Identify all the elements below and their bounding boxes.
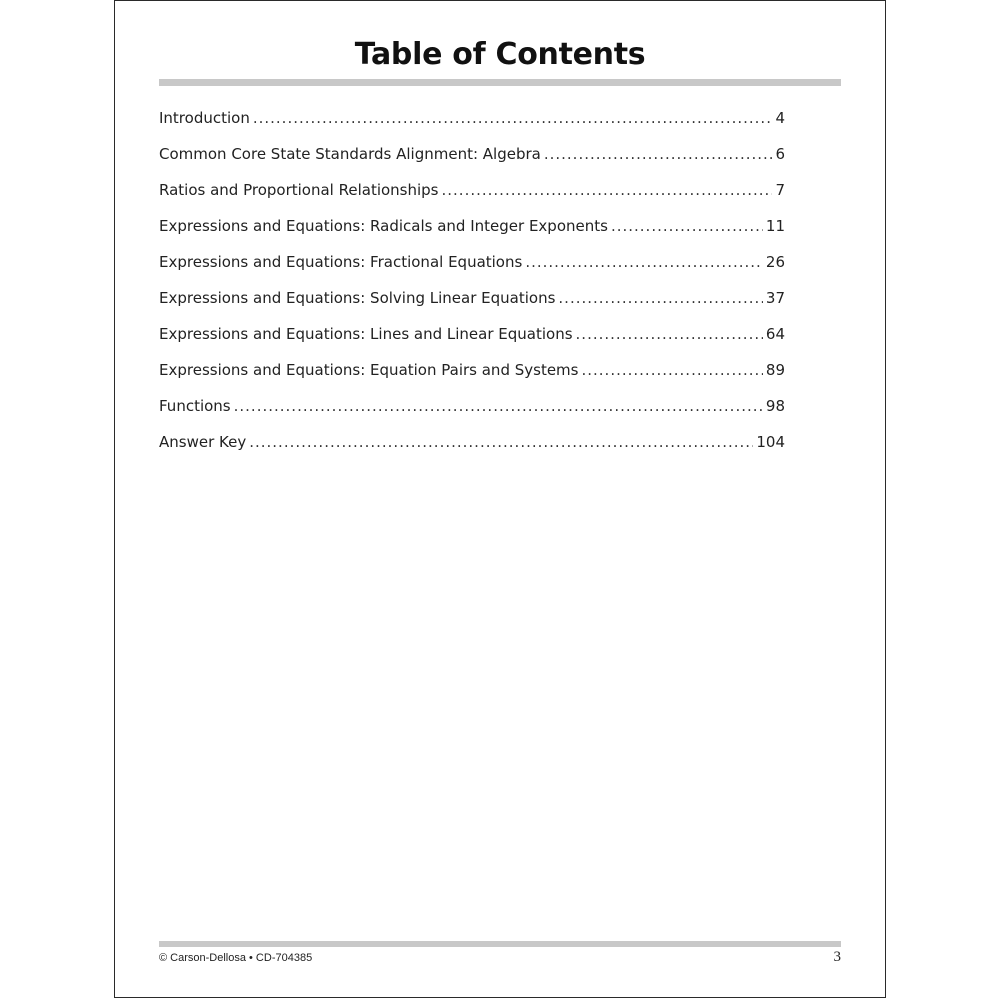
toc-dot-leader [253,109,773,127]
toc-entry [159,397,785,433]
toc-entry-page-number: 98 [765,397,785,415]
footer-copyright: © Carson-Dellosa • CD-704385 [159,952,313,964]
toc-entry-label: Expressions and Equations: Lines and Linear Equations [159,325,573,343]
toc-dot-leader [249,433,753,451]
toc-entry-page-number: 4 [775,109,785,127]
toc-entry-label: Answer Key [159,433,247,451]
toc-dot-leader [611,217,763,235]
toc-dot-leader [544,145,773,163]
toc-dot-leader [525,253,763,271]
toc-dot-leader [581,361,762,379]
toc-entry-label: Expressions and Equations: Solving Linear Equations [159,289,556,307]
page-title: Table of Contents [354,37,646,72]
toc-entry-page-number: 64 [765,325,785,343]
toc-entry-page-number: 26 [765,253,785,271]
toc-entry [159,217,785,253]
toc-entry [159,361,785,397]
toc-dot-leader [576,325,763,343]
footer-page-number: 3 [833,949,841,965]
toc-entry [159,289,785,325]
toc-entry [159,109,785,145]
toc-entry-page-number: 104 [756,433,785,451]
title-underline-rule [159,79,841,86]
toc-entry-label: Ratios and Proportional Relationships [159,181,439,199]
toc-entry-label: Functions [159,397,231,415]
footer-rule [159,941,841,947]
toc-entry [159,181,785,217]
toc-entry-label: Expressions and Equations: Radicals and Integer Exponents [159,217,608,235]
table-of-contents [159,109,785,469]
toc-entry [159,433,785,469]
toc-dot-leader [234,397,763,415]
toc-entry [159,145,785,181]
toc-entry-page-number: 7 [775,181,785,199]
toc-dot-leader [558,289,763,307]
toc-entry-label: Expressions and Equations: Equation Pairs and Systems [159,361,579,379]
toc-dot-leader [442,181,773,199]
toc-entry-label: Introduction [159,109,250,127]
toc-entry-label: Common Core State Standards Alignment: Algebra [159,145,541,163]
toc-entry-label: Expressions and Equations: Fractional Equations [159,253,523,271]
toc-entry-page-number: 11 [765,217,785,235]
toc-entry-page-number: 6 [775,145,785,163]
toc-entry [159,325,785,361]
toc-entry [159,253,785,289]
toc-entry-page-number: 89 [765,361,785,379]
toc-entry-page-number: 37 [765,289,785,307]
document-page [114,0,886,998]
